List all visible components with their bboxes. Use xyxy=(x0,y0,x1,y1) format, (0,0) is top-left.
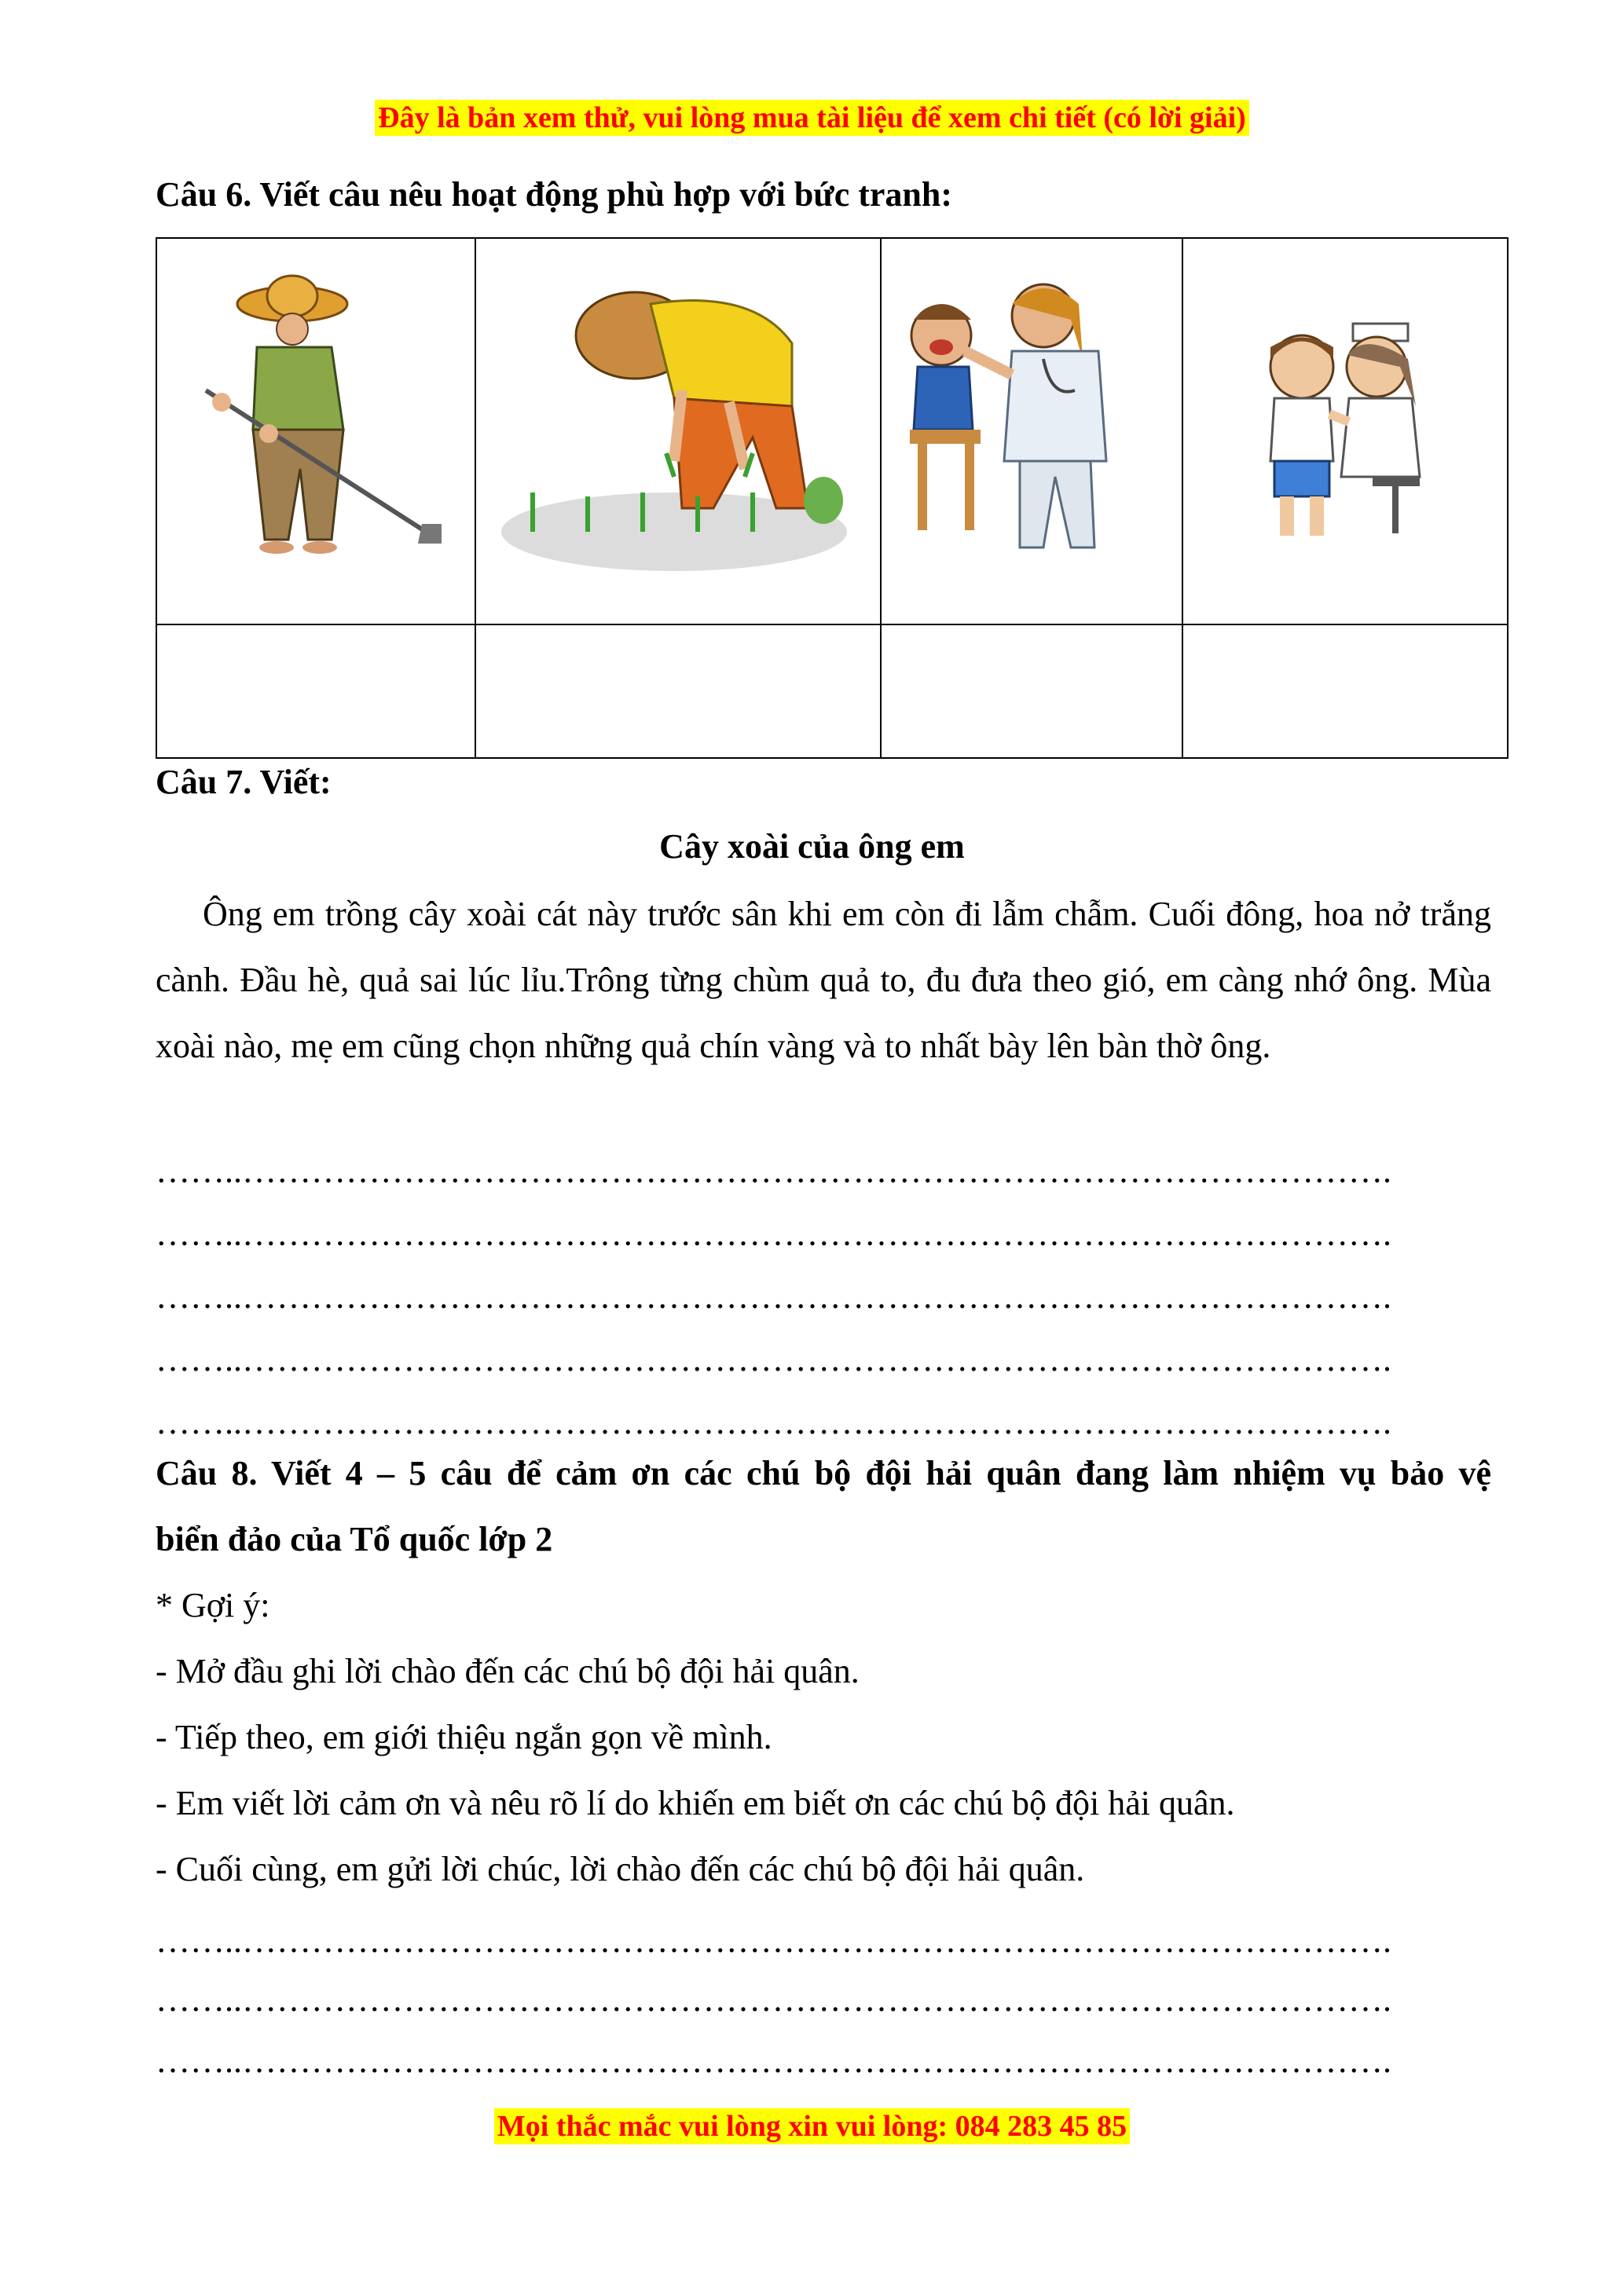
answer-line[interactable]: ……..………………………………………………………………………………………. xyxy=(156,1214,1391,1253)
answer-cell-2[interactable] xyxy=(475,624,881,758)
passage-title: Cây xoài của ông em xyxy=(659,827,965,866)
passage-text: Ông em trồng cây xoài cát này trước sân khi em còn đi lẫm chẫm. Cuối đông, hoa nở trắng cành. Đầu hè, quả sai lúc lỉu.Trông từng chùm quả to, đu đưa theo gió, em càng nhớ ông. Mùa xoài nào, mẹ em cũng chọn những quả chín vàng và to nhất bày lên bàn thờ ông. xyxy=(156,895,1491,1065)
doctor-examining-icon xyxy=(894,273,1169,587)
hint-item: - Cuối cùng, em gửi lời chúc, lời chào đến các chú bộ đội hải quân. xyxy=(156,1850,1085,1888)
answer-cell-4[interactable] xyxy=(1182,624,1508,758)
hint-item: - Tiếp theo, em giới thiệu ngắn gọn về mình. xyxy=(156,1718,772,1756)
question-8-title-line1: Câu 8. Viết 4 – 5 câu để cảm ơn các chú bộ đội hải quân đang làm nhiệm vụ bảo vệ xyxy=(156,1454,1491,1492)
answer-cell-1[interactable] xyxy=(156,624,475,758)
rice-planting-icon xyxy=(493,273,863,587)
question-6-title: Câu 6. Viết câu nêu hoạt động phù hợp với bức tranh: xyxy=(156,175,953,214)
answer-line[interactable]: ……..………………………………………………………………………………………. xyxy=(156,2041,1391,2080)
nurse-vaccinating-icon xyxy=(1247,312,1443,547)
preview-notice: Đây là bản xem thử, vui lòng mua tài liệu để xem chi tiết (có lời giải) xyxy=(0,101,1624,135)
picture-cell-3 xyxy=(881,238,1182,624)
picture-cell-2 xyxy=(475,238,881,624)
answer-cell-3[interactable] xyxy=(881,624,1182,758)
hint-label: * Gợi ý: xyxy=(156,1586,270,1624)
answer-line[interactable]: ……..………………………………………………………………………………………. xyxy=(156,1403,1391,1441)
answer-line[interactable]: ……..………………………………………………………………………………………. xyxy=(156,1152,1391,1190)
picture-cell-1 xyxy=(156,238,475,624)
answer-line[interactable]: ……..………………………………………………………………………………………. xyxy=(156,1980,1391,2019)
question-7-title: Câu 7. Viết: xyxy=(156,763,332,801)
answer-line[interactable]: ……..………………………………………………………………………………………. xyxy=(156,1921,1391,1960)
answer-line[interactable]: ……..………………………………………………………………………………………. xyxy=(156,1277,1391,1316)
answer-line[interactable]: ……..………………………………………………………………………………………. xyxy=(156,1340,1391,1379)
farmer-hoeing-icon xyxy=(174,273,457,587)
hint-item: - Em viết lời cảm ơn và nêu rõ lí do khiến em biết ơn các chú bộ đội hải quân. xyxy=(156,1784,1235,1822)
picture-cell-4 xyxy=(1182,238,1508,624)
contact-notice: Mọi thắc mắc vui lòng xin vui lòng: 084 283 45 85 xyxy=(0,2109,1624,2144)
picture-table xyxy=(156,237,1509,759)
hint-item: - Mở đầu ghi lời chào đến các chú bộ đội hải quân. xyxy=(156,1652,860,1690)
question-8-title-line2: biển đảo của Tổ quốc lớp 2 xyxy=(156,1520,553,1558)
